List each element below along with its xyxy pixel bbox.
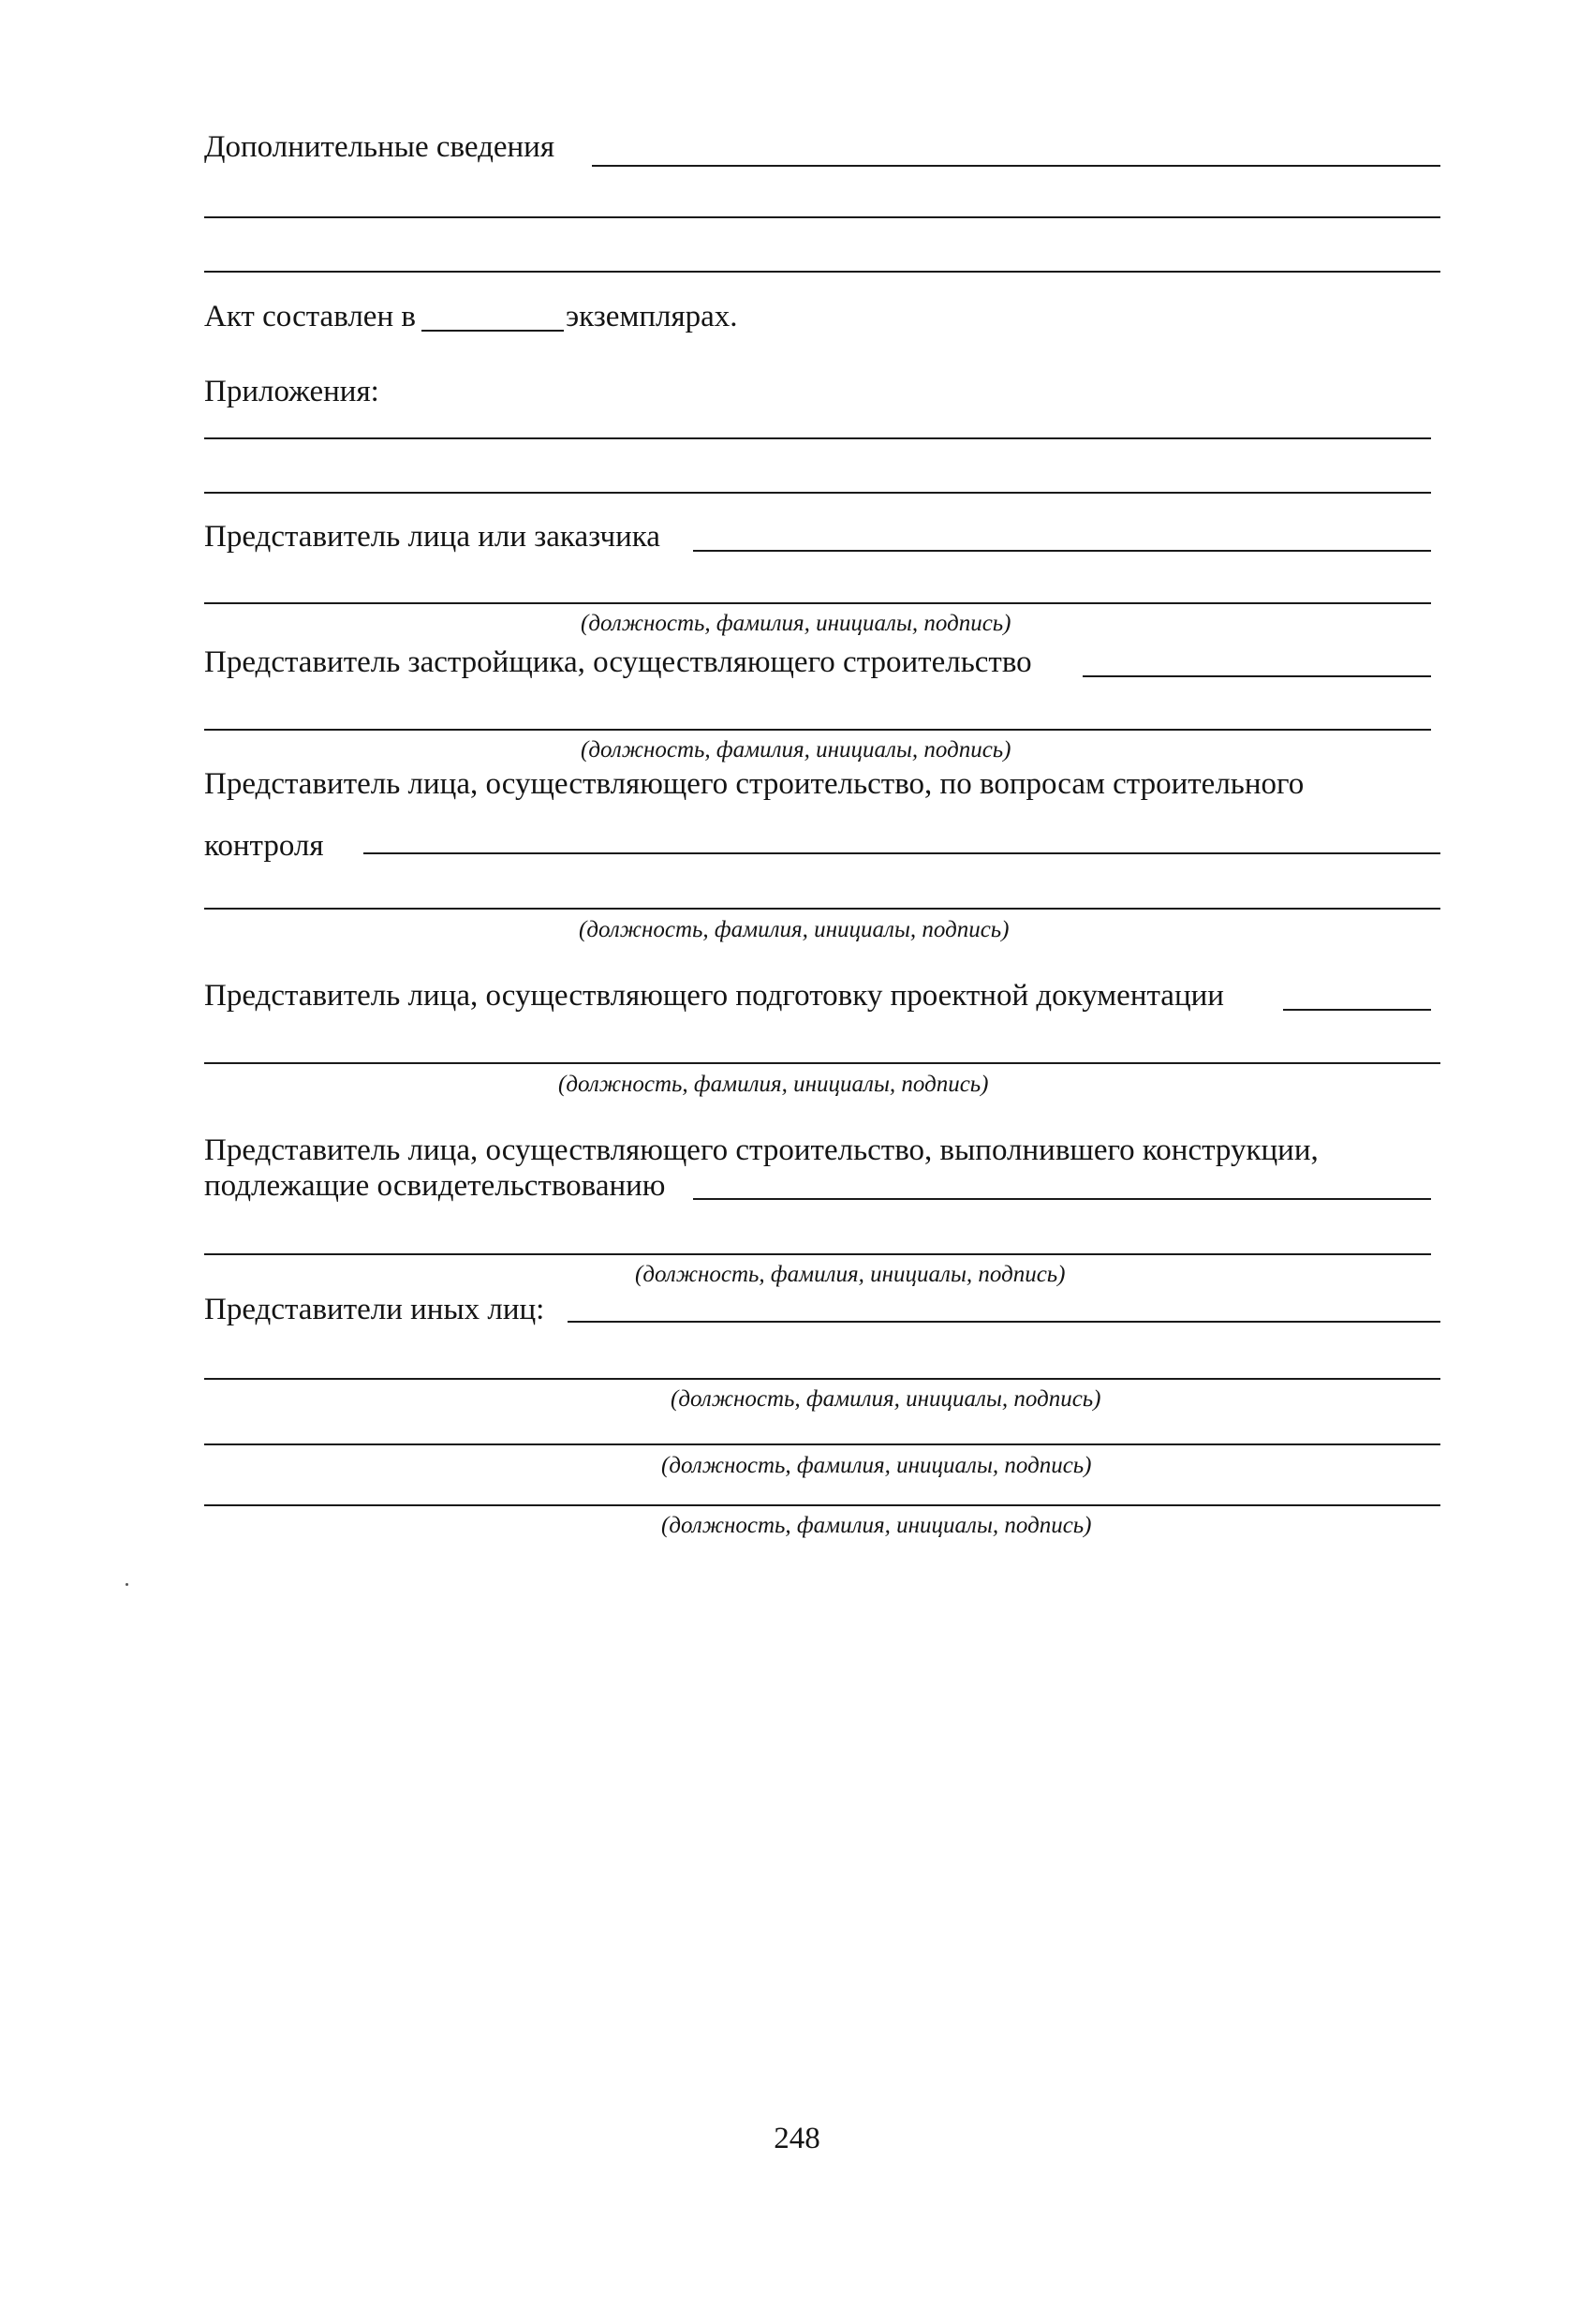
rep-others-field-3[interactable] [204,1443,1440,1445]
act-copies-field[interactable] [421,330,564,332]
rep-customer-field-2[interactable] [204,602,1431,604]
additional-info-label: Дополнительные сведения [204,130,555,164]
rep-others-field-4[interactable] [204,1504,1440,1506]
rep-others-label: Представители иных лиц: [204,1293,545,1326]
additional-info-field-2[interactable] [204,216,1440,218]
signature-caption: (должность, фамилия, инициалы, подпись) [581,737,1011,762]
rep-customer-label: Представитель лица или заказчика [204,520,660,554]
rep-builder-label-line1: Представитель лица, осуществляющего строительство, выполнившего конструкции, [204,1133,1319,1167]
rep-builder-field[interactable] [693,1198,1431,1200]
attachments-field-2[interactable] [204,492,1431,494]
attachments-field-1[interactable] [204,437,1431,439]
rep-developer-label: Представитель застройщика, осуществляющего строительство [204,645,1032,679]
rep-control-field[interactable] [363,852,1440,854]
scan-speck [125,1583,128,1586]
signature-caption: (должность, фамилия, инициалы, подпись) [635,1262,1066,1287]
page-number: 248 [774,2122,820,2155]
act-copies-suffix: экземплярах. [566,300,738,333]
additional-info-field[interactable] [592,165,1440,167]
rep-control-label-line1: Представитель лица, осуществляющего строительство, по вопросам строительного [204,767,1305,801]
rep-design-field-2[interactable] [204,1062,1440,1064]
rep-others-field[interactable] [568,1321,1440,1323]
rep-builder-label-line2: подлежащие освидетельствованию [204,1169,666,1203]
rep-control-field-2[interactable] [204,908,1440,910]
rep-builder-field-2[interactable] [204,1253,1431,1255]
rep-design-label: Представитель лица, осуществляющего подготовку проектной документации [204,979,1224,1013]
signature-caption: (должность, фамилия, инициалы, подпись) [671,1386,1101,1412]
act-copies-prefix: Акт составлен в [204,300,416,333]
signature-caption: (должность, фамилия, инициалы, подпись) [579,917,1010,942]
rep-others-field-2[interactable] [204,1378,1440,1380]
signature-caption: (должность, фамилия, инициалы, подпись) [661,1513,1092,1538]
rep-design-field[interactable] [1283,1009,1431,1011]
signature-caption: (должность, фамилия, инициалы, подпись) [581,611,1011,636]
additional-info-field-3[interactable] [204,271,1440,273]
rep-customer-field[interactable] [693,550,1431,552]
signature-caption: (должность, фамилия, инициалы, подпись) [558,1072,989,1097]
attachments-label: Приложения: [204,375,379,408]
rep-developer-field[interactable] [1083,675,1431,677]
rep-developer-field-2[interactable] [204,729,1431,731]
signature-caption: (должность, фамилия, инициалы, подпись) [661,1453,1092,1478]
rep-control-label-line2: контроля [204,829,324,863]
